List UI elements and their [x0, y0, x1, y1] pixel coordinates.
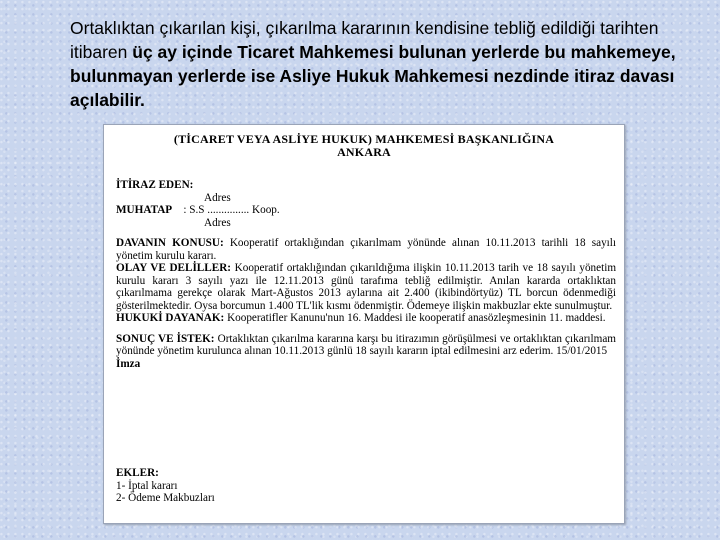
- court-title: (TİCARET VEYA ASLİYE HUKUK) MAHKEMESİ BAŞKANLIĞINA: [173, 132, 555, 146]
- attachment-item: 2- Ödeme Makbuzları: [116, 492, 215, 504]
- intro-text-regular: Ortaklıktan çıkarılan kişi, çıkarılma kararının kendisine tebliğ edildiği tarihten itibaren: [70, 18, 659, 62]
- events-label: OLAY VE DELİLLER:: [116, 262, 232, 274]
- respondent-address: Adres: [204, 216, 231, 229]
- legal-basis-text: Kooperatifler Kanunu'nun 16. Maddesi ile kooperatif anasözleşmesinin 11. maddesi.: [227, 312, 606, 324]
- subject-label: DAVANIN KONUSU:: [116, 237, 224, 249]
- intro-text-bold: üç ay içinde Ticaret Mahkemesi bulunan yerlerde bu mahkemeye, bulunmayan yerlerde ise Asliye Hukuk Mahkemesi nezdinde itiraz davası açılabilir.: [70, 42, 676, 110]
- petition-document-image: [103, 124, 625, 524]
- attachments-section: [116, 467, 215, 505]
- subject-text: Kooperatif ortaklığından çıkarılmam yönünde alınan 10.11.2013 tarihli 18 sayılı yönetim kurulu kararı.: [116, 237, 617, 262]
- respondent-label: MUHATAP: [116, 204, 173, 216]
- signature-label: İmza: [116, 357, 141, 370]
- result-text: Ortaklıktan çıkarılma kararına karşı bu itirazımın görüşülmesi ve ortaklıktan çıkarılmam yönünde yönetim kurulunca alınan 10.11.2013 günlü 18 sayılı kararın iptal edilmesini arz ederim. 15/01/2015: [116, 332, 617, 357]
- court-city: ANKARA: [337, 145, 391, 159]
- respondent-value: : S.S ............... Koop.: [183, 204, 280, 216]
- intro-text: [70, 16, 695, 112]
- objector-label: İTİRAZ EDEN:: [116, 179, 194, 191]
- petition-header: [104, 133, 624, 159]
- attachment-item: 1- İptal kararı: [116, 479, 178, 492]
- attachments-label: EKLER:: [116, 467, 159, 479]
- result-label: SONUÇ VE İSTEK:: [116, 332, 215, 345]
- petition-body: [116, 179, 616, 370]
- legal-basis-label: HUKUKİ DAYANAK:: [116, 312, 225, 324]
- objector-address: Adres: [204, 191, 231, 204]
- events-text: Kooperatif ortaklığından çıkarıldığıma ilişkin 10.11.2013 tarih ve 18 sayılı yönetim kurulu kararı 3 sayılı yazı ile 12.11.2013 günü tarafıma tebliğ edilmiştir. Anılan kararda ortaklıktan çıkarılmama gerekçe olarak Mart-Ağustos 2013 aylarına ait 2.400 (ikibindörtyüz) TL borcun ödenmediği gösterilmektedir. Oysa borcumun 1.400 TL'lik kısmı ödenmiştir. Ödemeye ilişkin makbuzlar ekte sunulmuştur.: [116, 262, 617, 312]
